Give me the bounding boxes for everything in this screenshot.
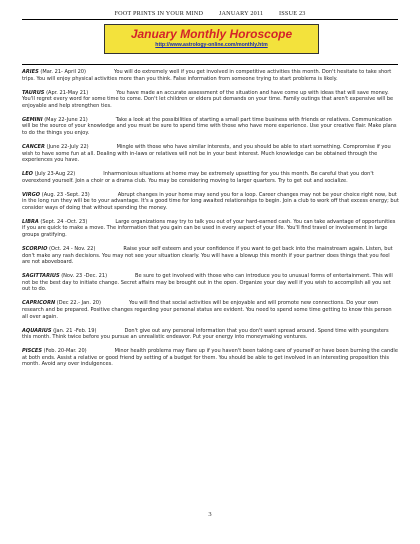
sign-name: TAURUS <box>22 89 45 96</box>
sign-dates: (Aug. 23 -Sept. 23) <box>41 191 90 198</box>
horoscope-entry <box>22 144 399 164</box>
sign-dates: (Mar. 21- April 20) <box>40 69 86 75</box>
horoscope-text: Take a look at the possibilities of starting a small part time business with friends or relatives. Communication will be the source of your knowledge and you must be sure to spend time with those who have more experience. Use your creative flair. Make plans to do the things you enjoy. <box>22 116 397 136</box>
horoscope-entry <box>22 348 399 368</box>
sign-dates: (Jan. 21 -Feb. 19) <box>53 327 97 334</box>
horoscope-text: Don't give out any personal information that you don't want spread around. Spend time with youngsters this month. Think twice before you pursue an unrealistic endeavor. Put your energy into moneymaking ventures. <box>22 327 389 341</box>
horoscope-entry <box>22 328 399 341</box>
title-rule <box>22 64 398 65</box>
horoscope-text: Large organizations may try to talk you out of your hard-earned cash. You can take advantage of opportunities if you are quick to make a move. The information that you gain can be used in every aspect of your life. You'll find travel or involvement in large groups gratifying. <box>22 218 396 239</box>
sign-dates: (Feb. 20-Mar. 20) <box>43 348 87 355</box>
sign-dates: (Apr. 21-May 21) <box>46 89 89 96</box>
horoscope-text: You will do extremely well if you get involved in competitive activities this month. Don't hesitate to take short trips. You will enjoy physical activities more than you think. False information from someone trying to start problems is likely. <box>22 69 392 82</box>
horoscope-text: Inharmonious situations at home may be extremely upsetting for you this month. Be careful that you don't overextend yourself. Join a choir or a drama club. You may be considering moving to larger quarters. Try to get out and socialize. <box>22 171 374 184</box>
sign-name: ARIES <box>22 69 39 75</box>
horoscope-text: Be sure to get involved with those who can introduce you to unusual forms of entertainment. This will not be the best day to initiate change. Secret affairs may be brought out in the open. Organize your day well if you wish to accomplish all you set out to do. <box>22 273 393 293</box>
horoscope-entry <box>22 90 399 110</box>
horoscope-entry <box>22 219 399 239</box>
title-banner <box>104 24 319 54</box>
sign-name: CAPRICORN <box>22 300 56 307</box>
sign-dates: (Dec 22.- Jan. 20) <box>56 300 101 307</box>
sign-name: LEO <box>22 171 33 178</box>
sign-name: SCORPIO <box>22 246 48 253</box>
sign-dates: (Oct. 24 - Nov. 22) <box>49 246 96 253</box>
sign-name: GEMINI <box>22 116 43 123</box>
page-number: 3 <box>208 511 212 518</box>
sign-dates: (June 22-July 22) <box>46 143 89 150</box>
sign-name: CANCER <box>22 143 45 150</box>
horoscope-entry <box>22 69 399 82</box>
sign-name: PISCES <box>22 348 42 355</box>
horoscope-text: You have made an accurate assessment of the situation and have come up with ideas that will save money. You'll regret every word for some time to come. Don't let children or elders put demands on your time. Family outings that aren't expensive will be enjoyable and help strengthen ties. <box>22 89 394 109</box>
sign-dates: (Sept. 24 -Oct. 23) <box>40 218 88 225</box>
page-header <box>0 10 420 17</box>
horoscope-entry <box>22 171 399 184</box>
sign-dates: (July 23-Aug 22) <box>34 171 76 178</box>
sign-dates: (May 22-June 21) <box>44 116 88 123</box>
horoscope-text: You will find that social activities will be enjoyable and will promote new connections. Do your own research and be prepared. Positive changes regarding your personal status are evident. You need to spend some time getting to know this person all over again. <box>22 300 392 320</box>
header-rule <box>22 19 398 20</box>
horoscope-entry <box>22 246 399 266</box>
horoscope-list <box>22 69 399 375</box>
issue-number: ISSUE 23 <box>279 10 306 17</box>
horoscope-entry <box>22 273 399 293</box>
sign-name: AQUARIUS <box>22 327 52 334</box>
horoscope-text: Mingle with those who have similar interests, and you should be able to start something. Compromise if you wish to have some fun at all. Dealing with in-laws or relatives will not be in your best interest. Much knowledge can be obtained through the experiences you have. <box>22 143 391 164</box>
page-title: January Monthly Horoscope <box>130 27 293 41</box>
horoscope-entry <box>22 117 399 137</box>
sign-name: SAGITTARIUS <box>22 273 60 280</box>
horoscope-text: Minor health problems may flare up if you haven't been taking care of yourself or have been burning the candle at both ends. Assist a relative or good friend by setting of a budget for them. You should be able to get involved in an interesting proposition this month. Avoid any over indulgences. <box>22 348 398 368</box>
sign-name: VIRGO <box>22 191 41 198</box>
horoscope-text: Raise your self esteem and your confidence if you want to get back into the mainstream again. Listen, but don't make any rash decisions. You may not see your situation clearly. You will have a blowup this month if your partner does things that you feel are not aboveboard. <box>22 246 393 266</box>
issue-date: JANUARY 2011 <box>218 10 264 17</box>
publication-name: FOOT PRINTS IN YOUR MIND <box>114 10 204 17</box>
horoscope-text: Abrupt changes in your home may send you for a loop. Career changes may not be your choice right now, but in the long run they will be to your advantage. It's a good time for long awaited relationships to begin. Join a club to work off that excess energy; but consider ways of doing that without spending the money. <box>22 191 399 211</box>
horoscope-entry <box>22 300 399 320</box>
sign-name: LIBRA <box>22 218 39 225</box>
sign-dates: (Nov. 23 -Dec. 21) <box>61 273 108 280</box>
horoscope-entry <box>22 192 399 212</box>
source-link[interactable]: http://www.astrology-online.com/monthly.htm <box>155 42 268 48</box>
